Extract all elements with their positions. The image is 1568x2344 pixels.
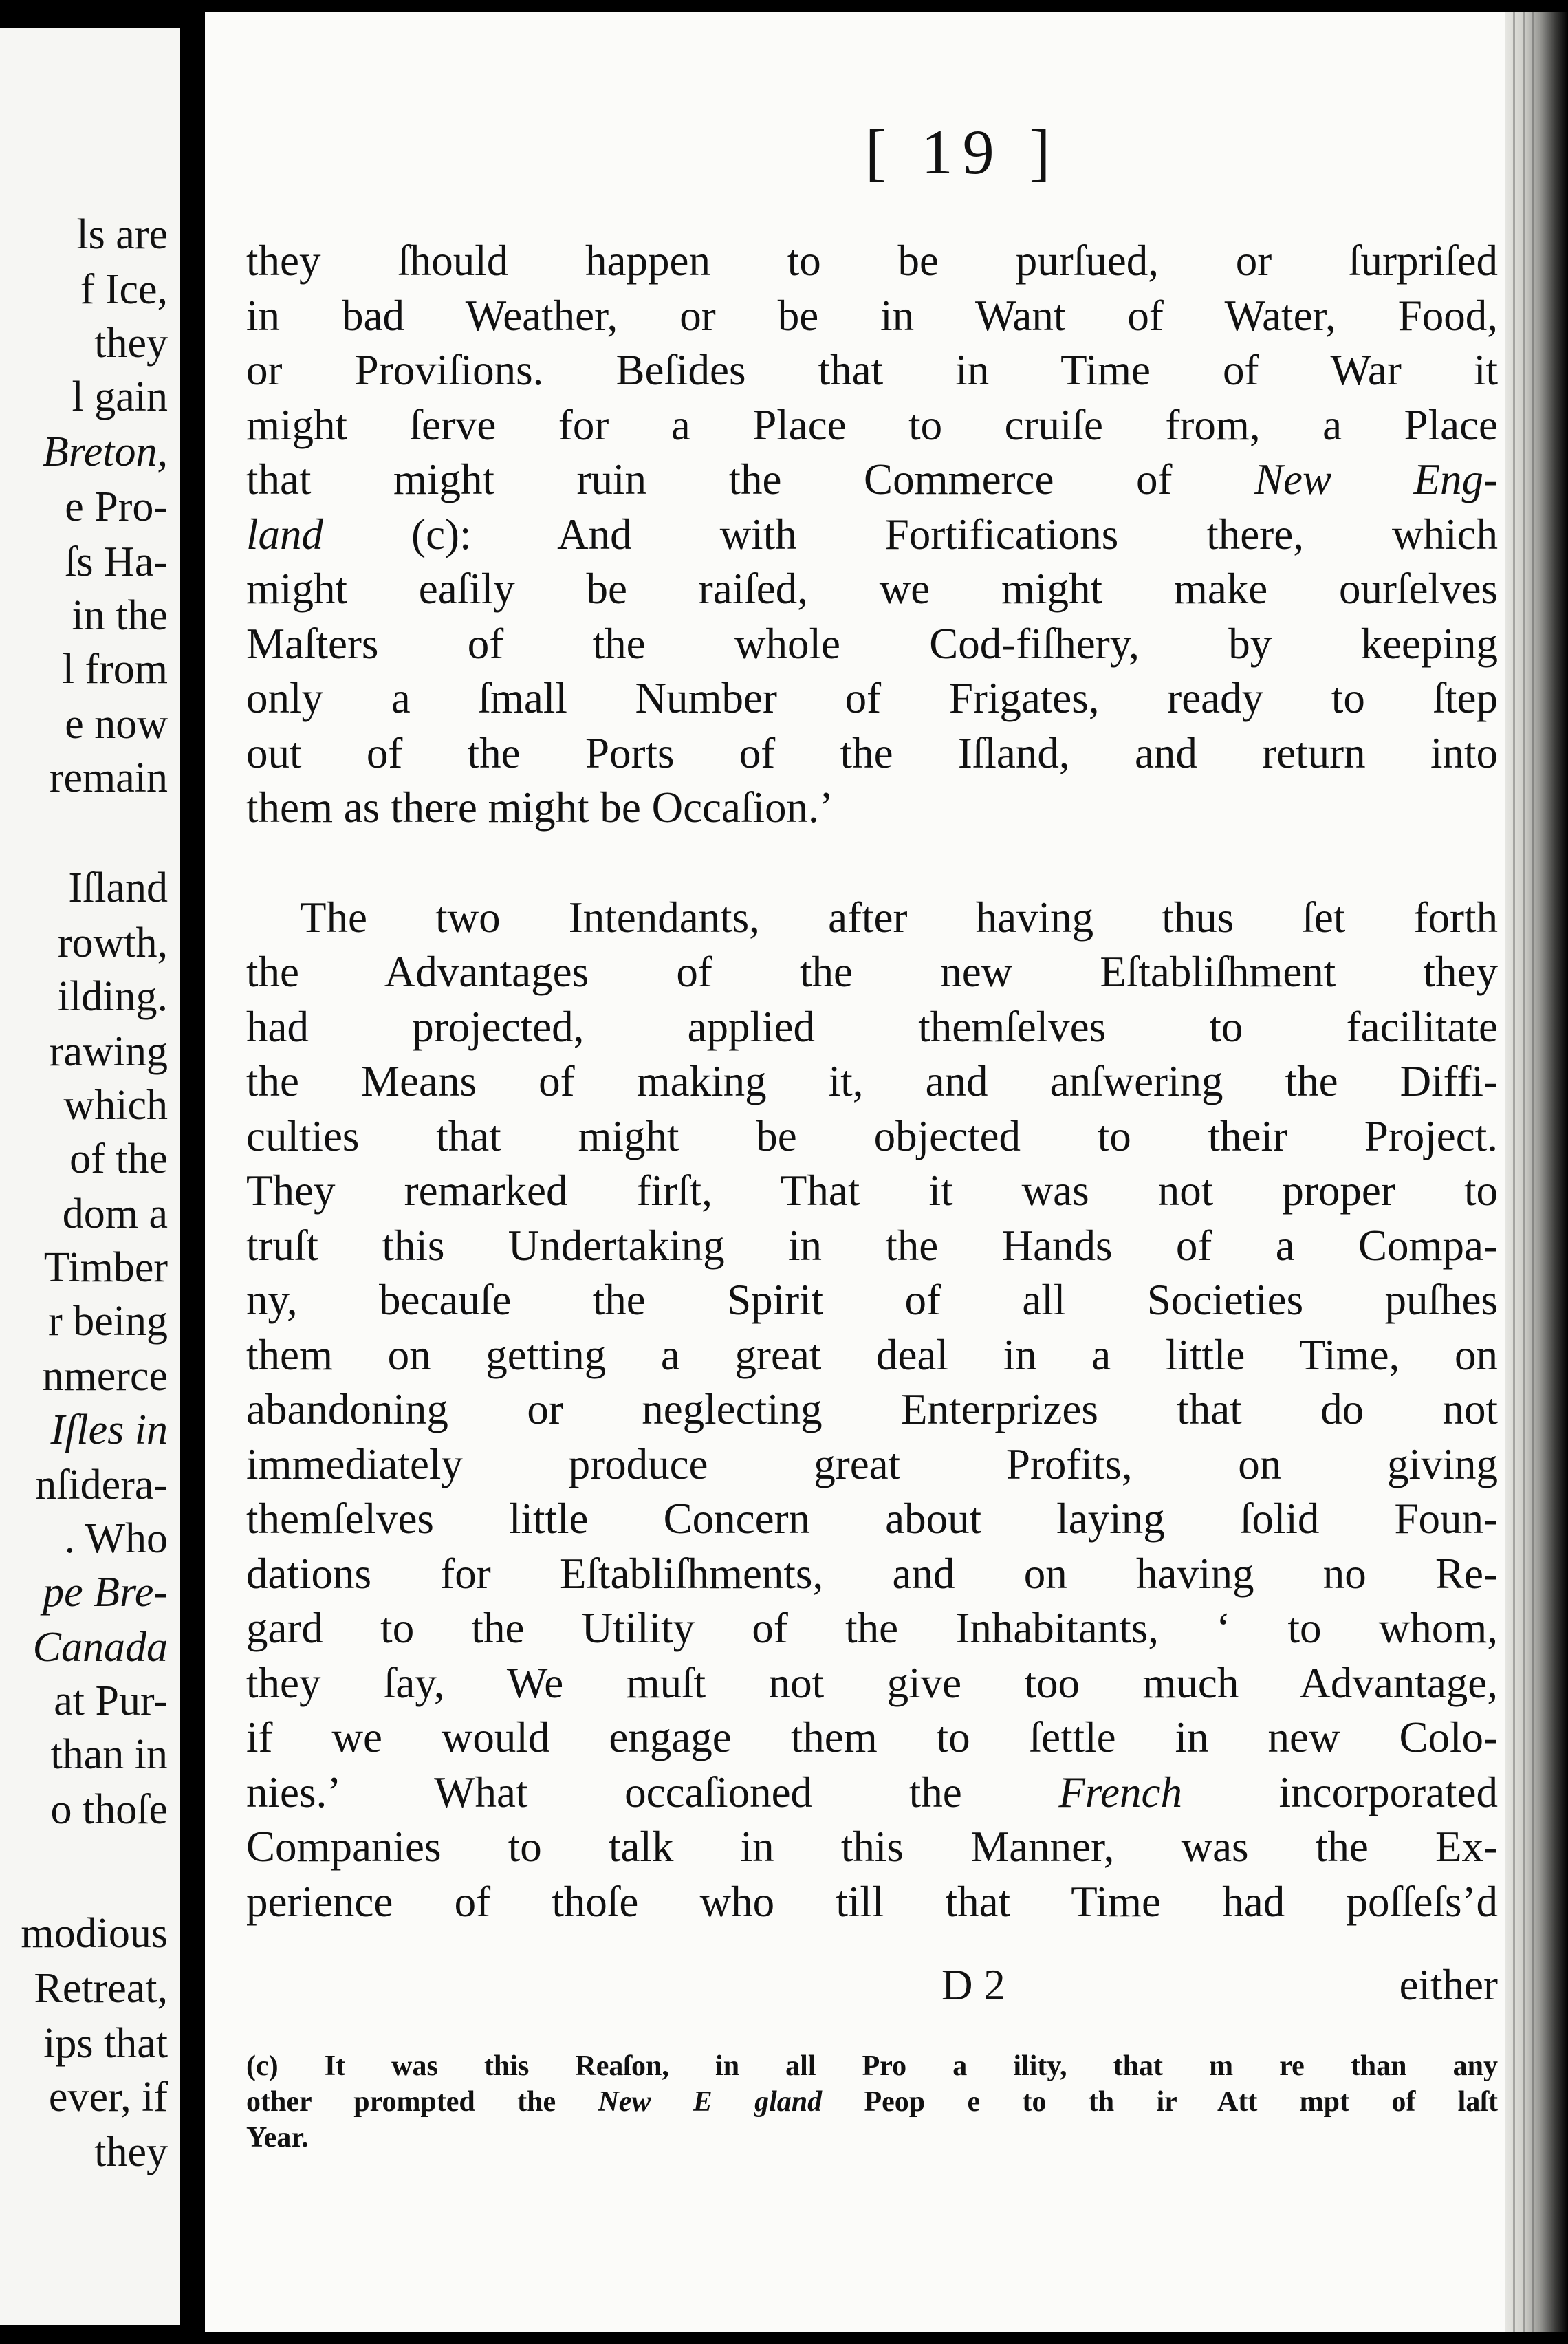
- left-page-fragment: [0, 28, 180, 2325]
- text-line: truſt this Undertaking in the Hands of a Compa-: [246, 1221, 1498, 1270]
- text-line: them as there might be Occaſion.’: [246, 783, 834, 832]
- footnote-line: Year.: [246, 2122, 309, 2153]
- left-page-line: . Who: [64, 1515, 168, 1562]
- left-page-line: rowth,: [57, 920, 168, 966]
- left-page-line: ſs Ha-: [65, 539, 168, 585]
- text-line: Companies to talk in this Manner, was the Ex-: [246, 1823, 1498, 1871]
- text-line: dations for Eſtabliſhments, and on having no Re-: [246, 1549, 1498, 1598]
- text-line: abandoning or neglecting Enterprizes that do not: [246, 1385, 1498, 1433]
- left-page-line: e Pro-: [65, 484, 168, 530]
- left-page-line: rawing: [49, 1028, 168, 1075]
- left-page-line: which: [63, 1082, 168, 1129]
- left-page-line: they: [94, 2129, 168, 2175]
- left-page-line: Breton,: [43, 428, 168, 475]
- left-page-line: in the: [72, 592, 168, 639]
- left-page-line: of the: [69, 1136, 168, 1182]
- text-line: they ſhould happen to be purſued, or ſurpriſed: [246, 237, 1498, 285]
- left-page-line: pe Bre-: [43, 1569, 168, 1616]
- left-page-line: o thoſe: [50, 1786, 168, 1833]
- footnote: [246, 2048, 1498, 2156]
- text-line: land (c): And with Fortifications there, which: [246, 510, 1498, 558]
- left-page-line: modious: [21, 1910, 168, 1957]
- left-page-line: they: [94, 320, 168, 367]
- left-page-line: Iſland: [68, 865, 168, 911]
- text-line: The two Intendants, after having thus ſet forth: [300, 893, 1498, 942]
- left-page-line: nſidera-: [35, 1462, 168, 1508]
- text-line: out of the Ports of the Iſland, and return into: [246, 728, 1498, 777]
- text-line: if we would engage them to ſettle in new Colo-: [246, 1713, 1498, 1761]
- text-line: nies.’ What occaſioned the French incorporated: [246, 1768, 1498, 1816]
- signature-mark: D 2: [941, 1961, 1005, 2009]
- footnote-line: (c) It was this Reaſon, in all Pro a ility, that m re than any: [246, 2050, 1498, 2082]
- left-page-line: r being: [48, 1298, 168, 1345]
- page-number: [ 19 ]: [865, 117, 1060, 187]
- left-page-line: l from: [62, 646, 168, 693]
- text-line: ny, becauſe the Spirit of all Societies puſhes: [246, 1276, 1498, 1324]
- signature-line: [246, 1960, 1498, 2015]
- page-edge-line: [1523, 12, 1525, 2332]
- text-line: perience of thoſe who till that Time had poſſeſs’d: [246, 1877, 1498, 1926]
- left-page-line: ever, if: [48, 2074, 168, 2120]
- text-line: the Advantages of the new Eſtabliſhment they: [246, 948, 1498, 996]
- text-line: culties that might be objected to their Project.: [246, 1111, 1498, 1160]
- text-line: immediately produce great Profits, on giving: [246, 1440, 1498, 1488]
- left-page-line: f Ice,: [80, 266, 168, 313]
- text-line: that might ruin the Commerce of New Eng-: [246, 455, 1498, 503]
- left-page-line: ls are: [76, 211, 168, 258]
- catchword: either: [1399, 1961, 1498, 2009]
- paragraph-gap: [246, 836, 1498, 891]
- left-page-line: than in: [50, 1731, 168, 1778]
- text-line: in bad Weather, or be in Want of Water, Food,: [246, 291, 1498, 340]
- left-page-line: ips that: [43, 2020, 168, 2067]
- text-line: themſelves little Concern about laying ſolid Foun-: [246, 1495, 1498, 1543]
- left-page-line: Canada: [32, 1624, 168, 1671]
- book-gutter: [180, 0, 205, 2344]
- text-line: They remarked firſt, That it was not proper to: [246, 1166, 1498, 1215]
- left-page-line: l gain: [72, 373, 168, 420]
- left-page-line: at Pur-: [54, 1678, 168, 1724]
- text-line: might eaſily be raiſed, we might make ourſelves: [246, 565, 1498, 613]
- text-line: they ſay, We muſt not give too much Advantage,: [246, 1658, 1498, 1707]
- left-page-line: e now: [65, 701, 168, 748]
- text-line: had projected, applied themſelves to facilitate: [246, 1002, 1498, 1051]
- text-line: only a ſmall Number of Frigates, ready to ſtep: [246, 674, 1498, 722]
- text-line: them on getting a great deal in a little Time, on: [246, 1330, 1498, 1379]
- text-line: or Proviſions. Beſides that in Time of War it: [246, 346, 1498, 394]
- page-edge-line: [1532, 12, 1534, 2332]
- left-page-line: Timber: [43, 1244, 168, 1291]
- left-page-line: Retreat,: [34, 1965, 168, 2012]
- body-text: [246, 234, 1498, 1929]
- left-page-line: Iſles in: [50, 1407, 168, 1453]
- left-page-line: dom a: [62, 1191, 168, 1237]
- right-page: [205, 12, 1505, 2332]
- text-line: gard to the Utility of the Inhabitants, ‘ to whom,: [246, 1604, 1498, 1652]
- footnote-line: other prompted the New E gland Peop e to th ir Att mpt of laſt: [246, 2086, 1498, 2118]
- page-edge-line: [1513, 12, 1515, 2332]
- text-line: the Means of making it, and anſwering the Diffi-: [246, 1057, 1498, 1105]
- text-line: Maſters of the whole Cod-fiſhery, by keeping: [246, 619, 1498, 668]
- left-page-line: remain: [49, 755, 168, 801]
- left-page-line: ilding.: [57, 973, 168, 1020]
- left-page-line: nmerce: [42, 1353, 168, 1400]
- text-line: might ſerve for a Place to cruiſe from, a Place: [246, 400, 1498, 449]
